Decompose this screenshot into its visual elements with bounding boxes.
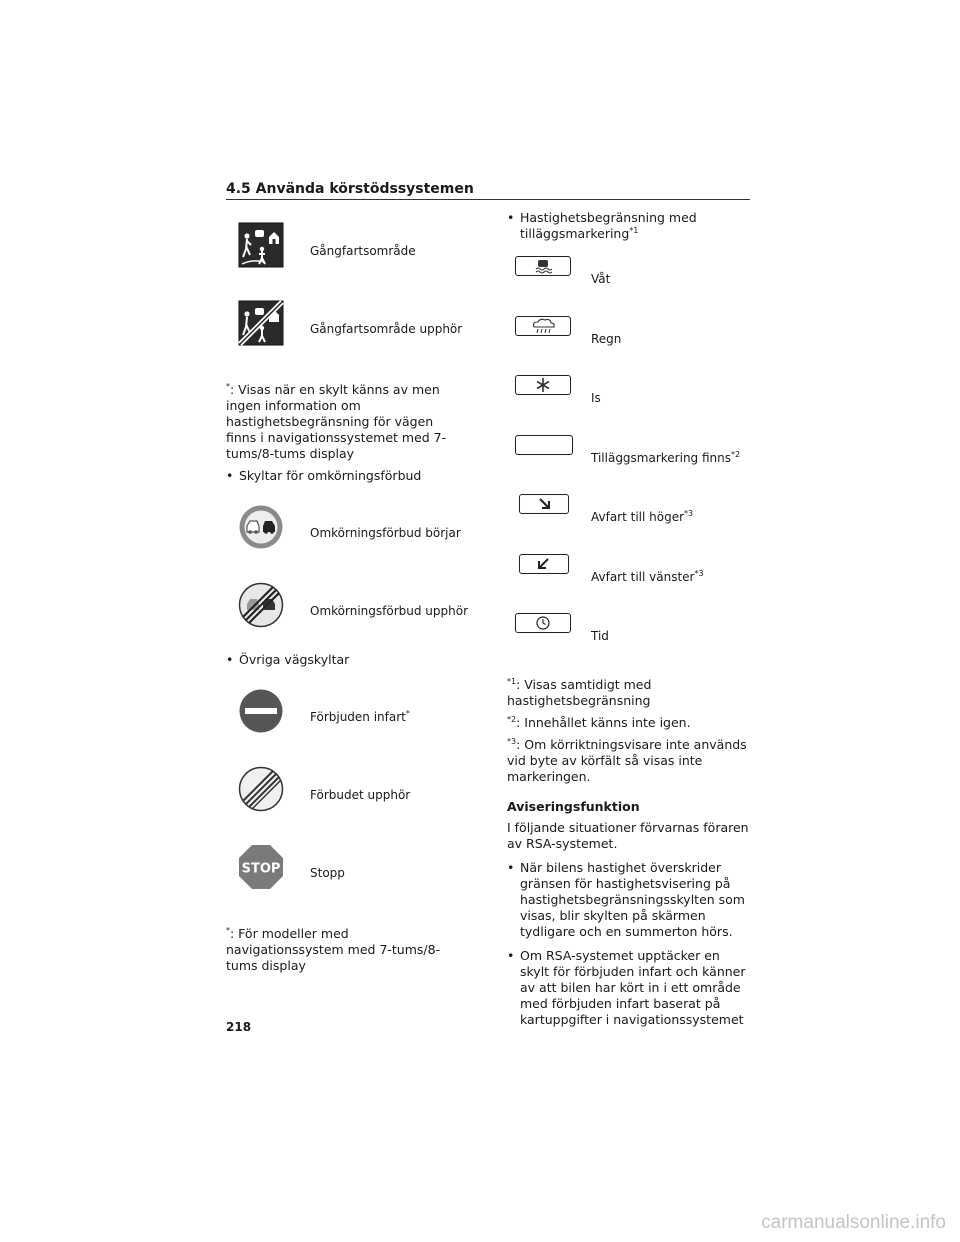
plate-label: Avfart till vänster$^{*3}$: [591, 568, 704, 584]
no-entry-sign-icon: [238, 688, 284, 734]
footnote-text: : Visas när en skylt känns av men ingen information om hastighetsbegränsning för vägen finns i navigationssystemet med 7-tums/8-tums display: [226, 382, 447, 461]
clock-plate-icon: [515, 613, 571, 633]
wet-road-plate-icon: [515, 256, 571, 276]
bullet-item: [226, 652, 466, 668]
sign-item: [226, 676, 466, 754]
bullet-item: [507, 948, 751, 1028]
plate-label: Avfart till höger$^{*3}$: [591, 509, 694, 524]
exit-right-plate-icon: [519, 494, 569, 514]
footnote-text: : Om körriktningsvisare inte används vid byte av körfält så visas inte markeringen.: [507, 736, 747, 784]
walking-zone-end-sign-icon: [238, 300, 284, 346]
footnote-mark: *2: [507, 714, 517, 724]
ice-plate-icon: [515, 375, 571, 395]
footnote: [226, 382, 466, 462]
bullet-dot-icon: •: [226, 468, 234, 483]
svg-text:STOP: STOP: [241, 861, 281, 877]
bullet-text: Skyltar för omkörningsförbud: [239, 468, 422, 483]
plate-item: [507, 488, 751, 548]
footnote: [507, 737, 751, 785]
watermark: carmanualsonline.info: [761, 1212, 946, 1233]
sign-item: [226, 832, 466, 910]
plate-label: Tilläggsmarkering finns$^{*2}$: [591, 449, 741, 465]
sign-label: Förbudet upphör: [310, 788, 411, 802]
plate-label: Regn: [591, 331, 622, 346]
bullet-dot-icon: •: [507, 210, 515, 225]
sign-label: Förbjuden infart*: [310, 709, 410, 724]
plate-label: Tid: [591, 629, 609, 643]
exit-left-plate-icon: [519, 554, 569, 574]
plate-item: [507, 250, 751, 310]
bullet-item: [226, 468, 466, 484]
plate-item: [507, 310, 751, 370]
no-overtaking-end-sign-icon: [238, 582, 284, 628]
plate-label: Is: [591, 391, 601, 405]
sign-label: Gångfartsområde: [310, 244, 416, 258]
paragraph: I följande situationer förvarnas föraren av RSA-systemet.: [507, 819, 749, 851]
bullet-dot-icon: •: [226, 652, 234, 667]
sign-label: Gångfartsområde upphör: [310, 322, 463, 336]
walking-zone-sign-icon: [238, 222, 284, 268]
bullet-item: • Hastighetsbegränsning med tilläggsmarkering$^{*1}$: [507, 210, 697, 241]
plate-item: [507, 429, 751, 489]
plate-item: [507, 607, 751, 667]
bullet-item: [507, 860, 751, 940]
sign-label: Stopp: [310, 866, 345, 880]
bullet-dot-icon: •: [507, 859, 515, 875]
footnote-mark: *: [226, 381, 230, 391]
footnote: [507, 677, 751, 709]
bullet-text: Övriga vägskyltar: [239, 652, 350, 667]
rain-plate-icon: [515, 316, 571, 336]
footnote-text: : Visas samtidigt med hastighetsbegränsning: [507, 676, 652, 708]
bullet-text: Hastighetsbegränsning med tilläggsmarkering: [520, 210, 697, 241]
left-column: [226, 210, 469, 980]
footnote-text: : Innehållet känns inte igen.: [516, 714, 691, 730]
footnote-mark: *1: [507, 676, 517, 686]
sign-item: [226, 492, 466, 570]
footnote-mark: *3: [507, 736, 517, 746]
footnote: [226, 926, 466, 974]
bullet-dot-icon: •: [507, 947, 515, 963]
bullet-text: Om RSA-systemet upptäcker en skylt för förbjuden infart och känner av att bilen har kört in i ett område med förbjuden infart baserat på kartuppgifter i navigationssystemet: [520, 947, 746, 1027]
page-header: [226, 178, 750, 200]
section-heading: Aviseringsfunktion: [507, 798, 640, 814]
footnote: [507, 715, 751, 731]
sign-item: [226, 288, 466, 366]
sign-item: [226, 570, 469, 648]
footnote-mark: *: [226, 925, 230, 935]
page-number: 218: [226, 1020, 252, 1034]
sign-label: Omkörningsförbud börjar: [310, 526, 461, 540]
plate-item: [507, 369, 751, 429]
stop-sign-icon: [238, 844, 284, 890]
sign-label: Omkörningsförbud upphör: [310, 604, 469, 618]
right-column: [507, 210, 751, 1036]
bullet-text: När bilens hastighet överskrider gränsen för hastighetsvisering på hastighetsbegränsningsskylten som visas, blir skylten på skärmen tydligare och en summerton hörs.: [520, 859, 745, 939]
no-overtaking-sign-icon: [238, 504, 284, 550]
sign-item: [226, 210, 466, 288]
plate-label: Våt: [591, 272, 611, 286]
section-title: 4.5 Använda körstödssystemen: [226, 181, 474, 197]
blank-plate-icon: [515, 435, 573, 455]
footnote-text: : För modeller med navigationssystem med 7-tums/8-tums display: [226, 926, 441, 973]
plate-item: [507, 548, 751, 608]
sign-item: [226, 754, 466, 832]
end-of-restrictions-sign-icon: [238, 766, 284, 812]
